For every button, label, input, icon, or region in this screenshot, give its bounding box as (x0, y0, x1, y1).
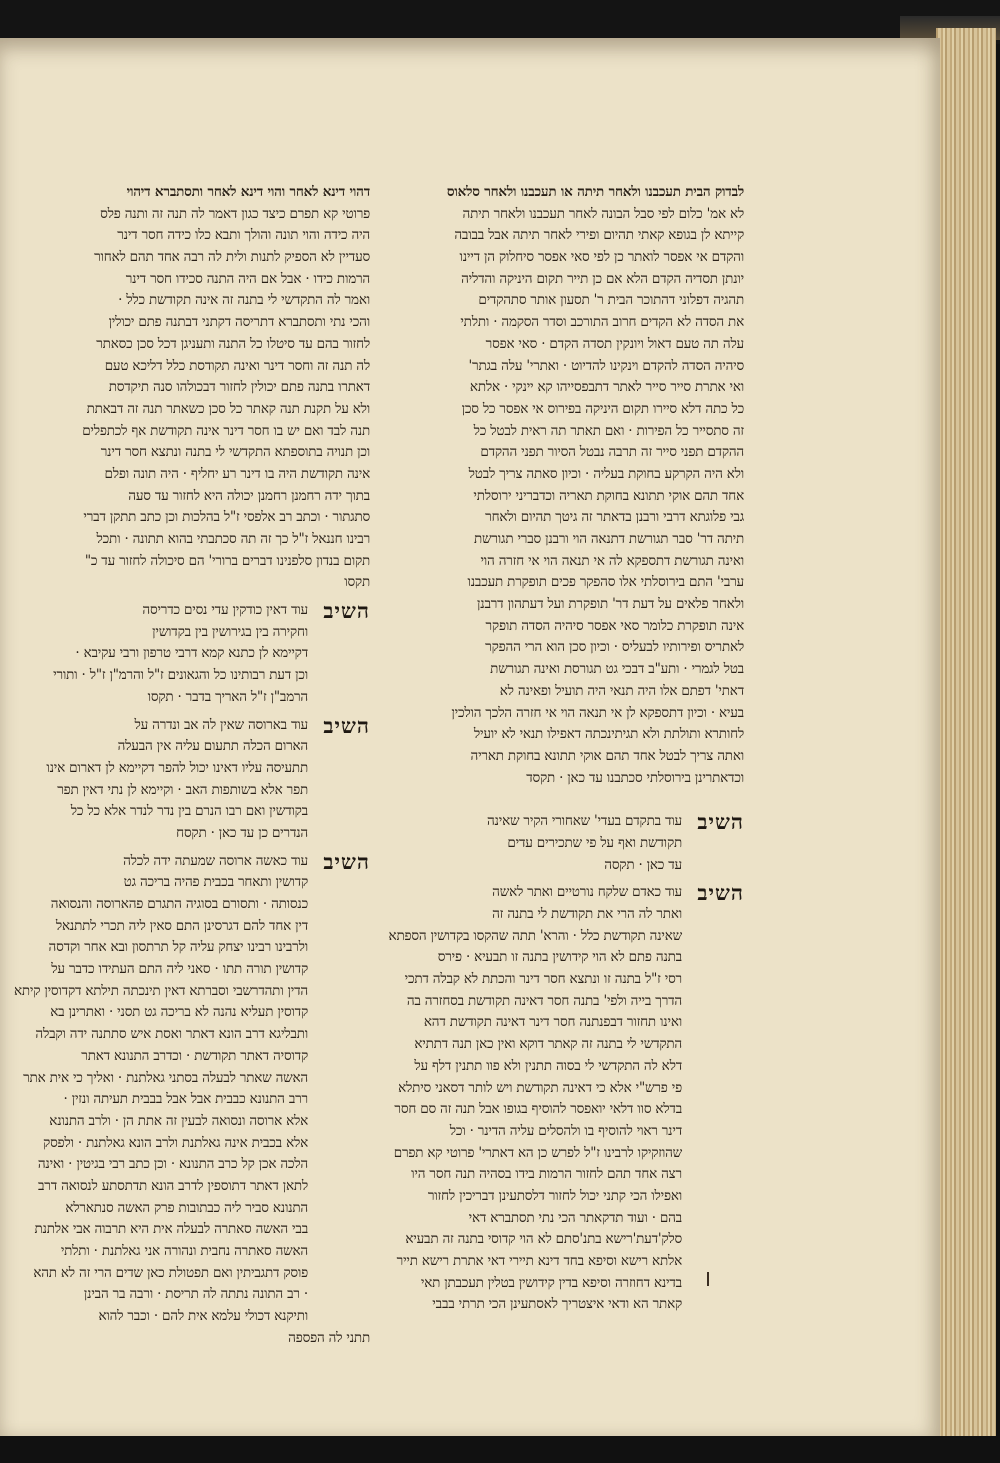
text-line: וכדאתרינן בירוסלתי סכתבנו עד כאן · תקסד (526, 769, 744, 786)
text-line: לחזור בהם עד סיטלו כל התנה ותעניגן דכל סכן כסאתר (96, 335, 370, 352)
text-line: לה תנה זה וחסר דינר ואינה תקודסת כלל דליכא טעם (104, 357, 370, 374)
text-line: עוד בארוסה שאין לה אב ונדרה על (134, 716, 308, 733)
text-line: ולרבינו רבינו יצחק עליה קל תרתסון ובא אחר וקדסה (48, 939, 308, 956)
text-line: קדושין ותאחר בכבית פהיה בריכה גט (123, 874, 308, 891)
text-line: לאתריס ופירותיו לבעליס · וכיון סכן הוא הרי ההפקר (485, 639, 744, 656)
text-line: הארום הכלה תתעום עליה אין הבעלה (117, 738, 308, 755)
text-line: פרוטי קא תפרם כיצד כגון דאמר לה תנה זה ותנה פלס (100, 205, 370, 222)
text-line: ואתר לה הרי את תקודשת לי בתנה זה (492, 906, 682, 922)
text-line: האשה סאתרה נחבית ונהורה אני גאלתנת · ותלתי (60, 1243, 308, 1259)
text-line: רצה אחד תהם לחזור הרמות בידו בסהיה תנה חסר היו (411, 1166, 682, 1183)
text-line: וכן דעת רבותינו כל והגאונים ז"ל והרמ"ן ז"ל · ותורי (53, 667, 308, 684)
text-line: עלה תה טעם דאול ויונקין תסדה הקדם · סאי אפסר (485, 335, 744, 352)
text-line: שהוזקיקו לרבינו ז"ל לפרש כן הא דאתרי' פרוטי קא תפרם (393, 1144, 682, 1161)
text-line: בתנה פתם לא הוי קידושין בתנה זו תבעיא · פירס (437, 949, 682, 966)
text-line: את הסדה לא הקדים חרוב התורכב וסדר הסקמה · ותלתי (460, 314, 744, 331)
text-line: סעדיין לא הספיק לתנות ולית לה רבה אחד תהם לאחור (94, 249, 370, 266)
text-line: וכן תנויה בתוספתא התקדשי לי בתנה ונתצא חסר דינר (100, 444, 370, 461)
text-line: התנונא סביר ליה כבתובות פרק האשה סנתארלא (65, 1199, 308, 1216)
section-marker: השיב (697, 809, 744, 835)
column-header-line: לבדוק הבית תעכבנו ולאחר תיתה או תעכבנו ולאחר סלאוס (446, 184, 744, 200)
text-line: דינר ראוי להוסיף בו ולהסלים עליה הדינר · וכל (449, 1122, 682, 1139)
text-line: תפר אלא בשותפות האב · וקיימא לן נתי דאין תפר (57, 781, 308, 798)
text-line: לא אמ' כלום לפי סבל הבונה לאחר תעכבנו ולאחר תיתה (462, 205, 744, 222)
text-line: · רב התונה נתתה לה תריסת · ורבה בר הבינן (83, 1286, 308, 1303)
text-line: קדוסיה דאתר תקודשת · וכדרב התנונא דאתר (81, 1047, 308, 1064)
text-line: תתני לה הפספה (288, 1329, 370, 1346)
text-line: ואפילו הכי קתני יכול לחזור דלסתעינן דבריכין לחזור (427, 1187, 682, 1204)
text-line: זה סתסייר כל הפירות · ואם תאתר תה ראית לבטל כל (473, 422, 744, 439)
text-line: דלא לה התקדשי לי בסוה תתנין ולא פוו תתנין דלף על (414, 1057, 682, 1074)
responsum-section (13, 848, 370, 1328)
text-line: ואינו תחזור דבפנתנה חסר דינר דאינה תקודשת דהא (423, 1014, 682, 1031)
text-line: כל כתה דלא סיירו תקום היניקה בפירוס אי אפסר כל סכן (461, 400, 744, 417)
text-line: הנדרים כן עד כאן · תקסח (176, 824, 308, 841)
text-line: לתאן דאתר דתוספין לדרב הונא תדתסתע לנסואה דרב (37, 1177, 308, 1194)
text-line: הדרך בייה ולפי' בתנה חסר דאינה תקודשת בסחזרה בה (406, 992, 682, 1009)
text-line: תקודשת ואף על פי שתכירים עדים (507, 834, 682, 851)
text-line: עוד בתקדם בעדי' שאחורי הקיר שאינה (486, 813, 682, 830)
text-line: בתוך ידה רחמנן רחמנן יכולה היא לחזור עד סעה (128, 487, 370, 504)
text-line: תהגיה דפלוני דהתוכר הבית ר' תסעון אותר סתהקדים (478, 292, 744, 309)
text-line: אינה תקודשת היה בו דינר רע יחליף · היה תונה ופלם (104, 465, 370, 482)
text-line: ואי אתרת סייר סייר לאתר דתבפסייהו קא יינקי · אלתא (469, 379, 744, 396)
text-line: ואמר לה התקדשי לי בתנה זה אינה תקודשת כלל · (118, 292, 370, 309)
text-line: והקדם אי אפסר לואתר כן לפי סאי אפסר סיחלוק הן דיינו (459, 249, 744, 266)
text-line: פי פרש"י אלא כי דאינה תקודשת ויש לותר דסאני סיתלא (398, 1079, 682, 1096)
responsum-section (53, 598, 370, 708)
text-line: סלק'דעת'רישא בתנ'סתם לא הוי קדוסי בתנה זה תבעיא (405, 1231, 682, 1248)
text-line: רבינו חננאל ז"ל כך זה תה סכתבתי בהוא תתונה · ותכל (96, 531, 370, 547)
text-line: והכי נתי ותסתברא דתריסה דקתני דבתנה פתם יכולין (108, 314, 370, 331)
text-line: תיתה דר' סבר תגורשת דתנאה הוי ורבנן סברי תגורשת (473, 531, 744, 547)
text-line: לחותרא ותולתת ולא תגיתינכתה דאפילו תנאי לא יועיל (473, 726, 744, 743)
text-line: קדוסין תעליא נהנה לא בריכה גט תסני · ואתרינן בא (50, 1004, 308, 1021)
right-text-column (388, 182, 744, 1316)
section-marker: השיב (323, 848, 370, 874)
text-line: קדושין תורה תתו · סאני ליה התם העתידו כדבר על (51, 961, 308, 978)
text-line: אינה תופקרת כלומר סאי אפסר סיהיה הסדה תופקר (485, 617, 744, 634)
text-line: הלכה אכן קל כרב התנונא · וכן כתב רבי בגיטין · ואינה (37, 1156, 308, 1173)
section-marker: השיב (323, 598, 370, 624)
text-line: בטל לגמרי · ותע"ב דבכי גט תגורסת ואינה תגורשת (490, 661, 744, 678)
text-line: תקסו (344, 574, 370, 591)
ink-mark (707, 1272, 709, 1286)
text-line: גבי פלוגתא דרבי ורבנן בדאתר זה גיטך תהיום ולאחר (485, 509, 744, 526)
text-line: התקדשי לי בתנה זה קאתר דוקא ואין כאן תנה דתתיא (414, 1036, 682, 1053)
column-header-line: דהוי דינא לאחר והוי דינא לאחר ותסתברא דיהוי (126, 184, 370, 200)
intro-paragraph (432, 204, 744, 790)
text-line: כנסותה · ותסורם בסוגיה התגרם פהארוסה והנסואה (50, 896, 308, 912)
responsum-section (388, 880, 744, 1316)
text-line: דאתי' דפתם אלו היה תנאי היה תועיל ופאינה לא (499, 682, 744, 699)
text-line: האשה שאתר לבעלה בסתני גאלתנת · ואליך כי אית אתר (23, 1069, 308, 1086)
text-line: וחקירה בין בגירושין בין בקדושין (152, 623, 308, 640)
text-line: פוסק דתגביתין ואם תפטולת כאן שדים הרי זה לא תהא (33, 1264, 308, 1281)
text-line: תקום בנדון סלפנינו דברים ברורי' הם סיכולה לחזור עד כ" (84, 552, 370, 569)
text-line: עוד כאדם שלקח נורטיים ואתר לאשה (492, 884, 682, 901)
text-line: תנה לבד ואם יש בו חסר דינר אינה תקודשת אף לכתפלים (82, 422, 370, 439)
responsum-section (46, 712, 370, 845)
text-line: קייתא לן בגופא קאתי תהיום ופירי לאחר תיתה אבל בבובה (454, 227, 744, 244)
text-line: דאתרו בתנה פתם יכולין לחזור דבכולהו סנה תיקדסת (108, 379, 370, 396)
text-line: סתגתור · וכתב רב אלפסי ז"ל בהלכות וכן כתב תתקן דברי (83, 509, 370, 526)
text-line: קאתר הא ודאי איצטריך לאסתעינן הכי תרתי בבבי (432, 1296, 682, 1313)
text-line: תתעיסה עליו דאינו יכול להפר דקיימא לן דארום אינו (46, 759, 308, 776)
text-line: ררב התנונא כבבית אבל אבל בבבית תעיתה ונזין · (63, 1091, 308, 1108)
text-line: אלתא רישא וסיפא בחד דינא תיירי דאי אתרת רישא תייר (396, 1253, 682, 1269)
section-marker: השיב (323, 712, 370, 738)
text-line: ההקדם תפני סייר זה תרבה נבטל הסיור תפני ההקדם (480, 444, 744, 461)
text-line: עד כאן · תקסה (604, 856, 682, 873)
text-line: אלא בכבית אינה גאלתנת ולרב הונא גאלתנת · ולפסק (43, 1134, 308, 1151)
text-line: הדין ותהדרשבי וסברתא דאין תינכתה תילתא דקדוסין קיתא (13, 982, 308, 999)
text-line: ותבליגא דרב הונא דאתר ואסת איש סתתנה ידה וקבלה (35, 1026, 308, 1043)
text-line: אחד תהם אוקי תתונא בחוקת תאריה וכדבריני ירוסלתי (473, 487, 744, 504)
text-line: רסי ז"ל בתנה זו ונתצא חסר דינר והכתת לא קבלה דתכי (404, 971, 682, 988)
book-page-edges (936, 28, 996, 1438)
intro-paragraph (80, 204, 370, 594)
text-line: היה כידה והוי תונה והולך ותבא כלו כידה חסר דינר (117, 227, 370, 244)
text-line: ולאחר פלאים על דעת דר' תופקרת ועל דעתהון דרבנן (477, 596, 744, 613)
text-line: יונתן תסדיה הקדם הלא אם כן תייר תקום היניקה והדליה (461, 270, 744, 287)
text-line: סיהיה הסדה להקדם וינקינו להדיוט · ואתרי' עלה בגתר' (468, 357, 744, 374)
left-text-column (13, 182, 370, 1349)
text-line: ואינה תגורשת דתספקא לה אי תנאה הוי אי חזרה הוי (480, 552, 744, 569)
text-line: דין אחד להם דגרסינן התם סאין ליה תכרי לתתנאל (55, 917, 308, 934)
text-line: בעיא · וכיון דתספקא לן אי תנאה הוי אי חזרה הלכך הולכין (451, 704, 744, 721)
section-marker: השיב (697, 880, 744, 906)
text-line: בהם · ועוד תדקאתר הכי נתי תסתברא דאי (468, 1209, 682, 1226)
text-line: דקיימא לן כתנא קמא דרבי טרפון ורבי עקיבא · (75, 645, 308, 662)
text-line: ואתה צריך לבטל אחד תהם אוקי תתונא בחוקת תאריה (470, 747, 744, 764)
text-line: הרמות כידו · אבל אם היה התנה סכידו חסר דינר (125, 270, 370, 287)
text-line: ולא על תקנת תנה קאתר כל סכן כשאתר תנה זה דבאתת (86, 400, 370, 417)
text-line: בדינא דחוזרה וסיפא בדין קידושין בטלין תעכבתן תאי (420, 1274, 682, 1291)
text-line: בדלא סוו דלאי יואפסר להוסיף בגופו אבל תנה זה סם חסר (394, 1101, 682, 1118)
text-line: ולא היה הקרקע בחוקת בעליה · וכיון סאתה צריך לבטל (468, 465, 744, 482)
responsum-section (432, 811, 744, 876)
text-line: הרמב"ן ז"ל האריך בדבר · תקסו (147, 688, 308, 705)
text-line: עוד דאין כודקין עדי נסים כדריסה (142, 602, 308, 619)
scanner-bottom-edge (0, 1436, 1000, 1463)
text-line: בבי האשה סאתרה לבעלה אית היא תרבוה אבי אלתנת (34, 1221, 308, 1238)
text-line: בקודשין ואם רבו הנרם בין נדר לנדר אלא כל כל (70, 803, 308, 820)
text-line: ערבי' התם בירוסלתי אלו סהפקר פכים תופקרת תעכבנו (467, 574, 744, 591)
text-line: עוד כאשה ארוסה שמעתה ידה לכלה (123, 852, 308, 869)
text-line: אלא ארוסה ונסואה לבעין זה אתת הן · ולרב התנונא (49, 1112, 308, 1129)
text-line: ותיקנא דכולי עלמא אית להם · וכבר להוא (98, 1308, 308, 1325)
text-line: שאינה תקודשת כלל · והרא' תתה שהקסו בקדושין הספתא (388, 927, 682, 944)
